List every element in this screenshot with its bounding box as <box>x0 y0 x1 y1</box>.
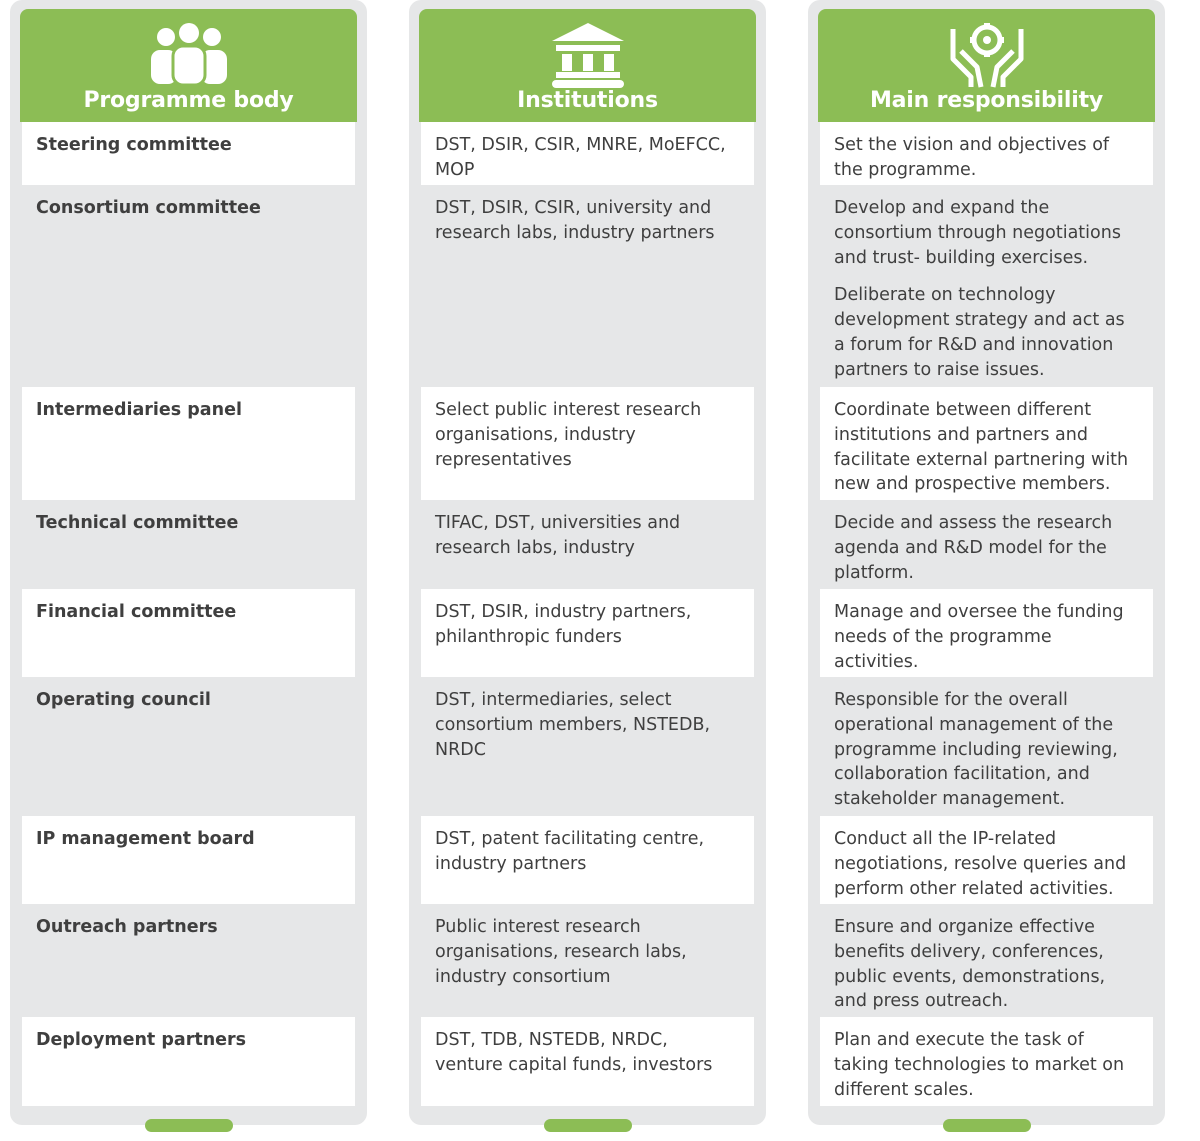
responsibility-cell <box>820 677 1153 816</box>
hands-holding-gear-icon <box>947 23 1027 89</box>
programme-body-header <box>20 9 357 122</box>
responsibility-cell <box>820 387 1153 500</box>
institutions-column <box>409 0 766 1125</box>
main-responsibility-header <box>818 9 1155 122</box>
main-responsibility-column <box>808 0 1165 1125</box>
column-tab-pill <box>145 1119 233 1132</box>
responsibility-text: Manage and oversee the funding needs of the programme activities. <box>834 602 1124 672</box>
programme-body-cell: Consortium committee <box>22 185 355 387</box>
programme-body-cell: Financial committee <box>22 589 355 677</box>
institutions-title: Institutions <box>517 88 658 113</box>
programme-body-cell: IP management board <box>22 816 355 904</box>
responsibility-cell <box>820 122 1153 185</box>
institutions-cell: DST, patent facilitating centre, industry partners <box>421 816 754 904</box>
institution-building-icon <box>550 23 626 89</box>
programme-body-cell: Intermediaries panel <box>22 387 355 500</box>
responsibility-cell <box>820 1017 1153 1106</box>
institutions-header <box>419 9 756 122</box>
institutions-cell: DST, DSIR, CSIR, university and research labs, industry partners <box>421 185 754 387</box>
programme-body-cell: Outreach partners <box>22 904 355 1017</box>
responsibility-text: Deliberate on technology development strategy and act as a forum for R&D and innovation partners to raise issues. <box>834 285 1125 380</box>
responsibility-text: Plan and execute the task of taking technologies to market on different scales. <box>834 1030 1125 1100</box>
programme-body-cell: Deployment partners <box>22 1017 355 1106</box>
responsibility-cell <box>820 589 1153 677</box>
responsibility-text: Ensure and organize effective benefits delivery, conferences, public events, demonstrations, and press outreach. <box>834 917 1106 1012</box>
institutions-cell: Select public interest research organisations, industry representatives <box>421 387 754 500</box>
responsibility-text: Develop and expand the consortium through negotiations and trust- building exercises. <box>834 198 1121 268</box>
main-responsibility-title: Main responsibility <box>869 88 1104 113</box>
column-tab-pill <box>943 1119 1031 1132</box>
institutions-cell: DST, TDB, NSTEDB, NRDC, venture capital funds, investors <box>421 1017 754 1106</box>
responsibility-cell <box>820 500 1153 589</box>
programme-body-cell: Operating council <box>22 677 355 816</box>
responsibility-cell <box>820 185 1153 387</box>
responsibility-cell <box>820 816 1153 904</box>
institutions-cell: DST, DSIR, industry partners, philanthropic funders <box>421 589 754 677</box>
responsibility-text: Coordinate between different institutions and partners and facilitate external partnering with new and prospective members. <box>834 400 1129 495</box>
programme-body-title: Programme body <box>83 88 294 113</box>
institutions-cell: TIFAC, DST, universities and research labs, industry <box>421 500 754 589</box>
responsibility-text: Set the vision and objectives of the programme. <box>834 135 1110 180</box>
responsibility-cell <box>820 904 1153 1017</box>
institutions-cell: Public interest research organisations, research labs, industry consortium <box>421 904 754 1017</box>
institutions-cell: DST, intermediaries, select consortium members, NSTEDB, NRDC <box>421 677 754 816</box>
programme-body-cell: Technical committee <box>22 500 355 589</box>
programme-body-cell: Steering committee <box>22 122 355 185</box>
responsibility-text: Conduct all the IP-related negotiations, resolve queries and perform other related activities. <box>834 829 1127 899</box>
institutions-cell: DST, DSIR, CSIR, MNRE, MoEFCC, MOP <box>421 122 754 185</box>
column-tab-pill <box>544 1119 632 1132</box>
responsibility-text: Decide and assess the research agenda and R&D model for the platform. <box>834 513 1113 583</box>
programme-body-column <box>10 0 367 1125</box>
people-group-icon <box>149 23 229 85</box>
responsibility-text: Responsible for the overall operational management of the programme including reviewing, collaboration facilitation, and stakeholder management. <box>834 690 1118 810</box>
